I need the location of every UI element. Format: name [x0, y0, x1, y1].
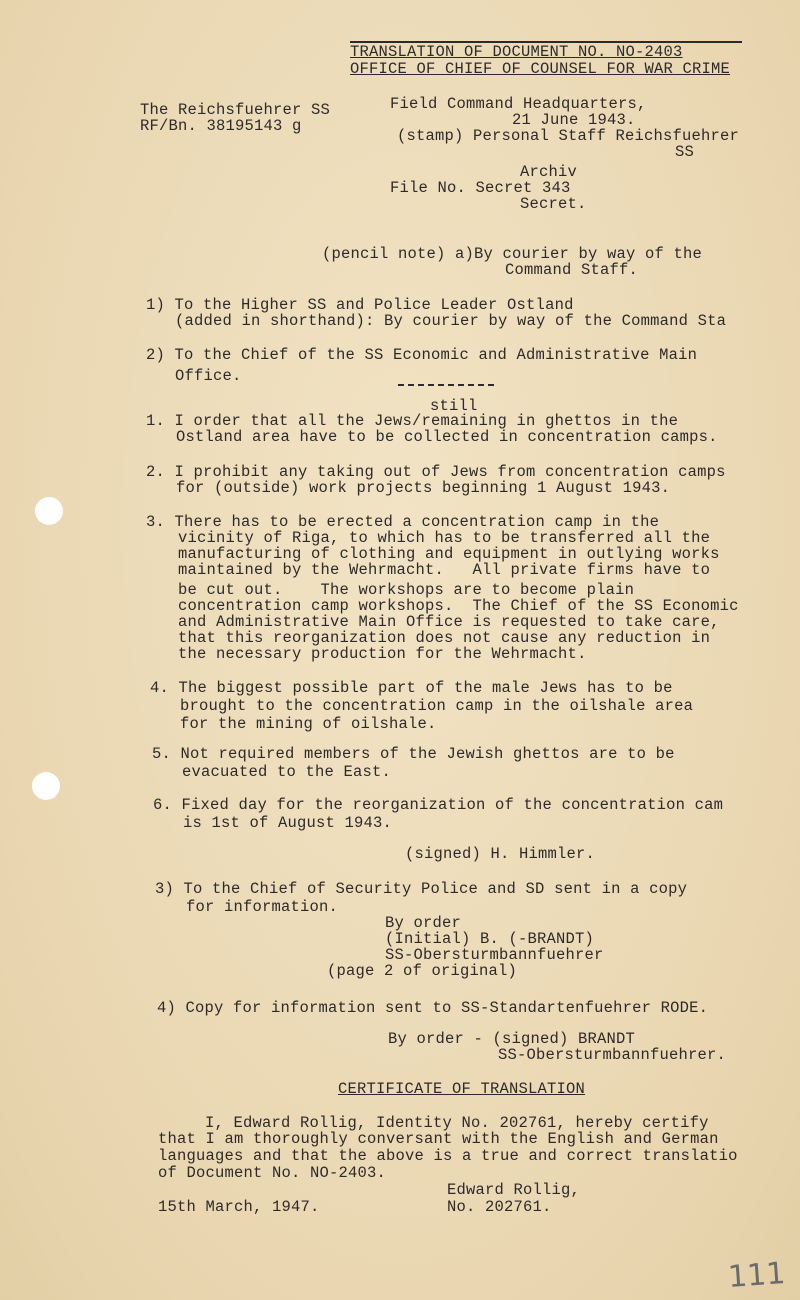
stamp-line: (stamp) Personal Staff Reichsfuehrer: [397, 127, 740, 145]
addressee-2-line-2: Office.: [175, 367, 242, 385]
pencil-note-line-1: (pencil note) a)By courier by way of the: [322, 245, 703, 263]
order-3-line-2: vicinity of Riga, to which has to be transferred all the: [178, 529, 711, 547]
still-insert: still: [430, 397, 478, 415]
addressee-4-line: 4) Copy for information sent to SS-Standartenfuehrer RODE.: [157, 999, 709, 1017]
place-line: Field Command Headquarters,: [390, 95, 647, 113]
pencil-note-line-2: Command Staff.: [505, 261, 639, 279]
order-6-line-1: 6. Fixed day for the reorganization of the concentration cam: [153, 797, 724, 814]
separator-dashes: [398, 384, 494, 388]
order-1-line-1: 1. I order that all the Jews/remaining in ghettos in the: [146, 412, 679, 430]
himmler-signature: (signed) H. Himmler.: [405, 845, 596, 863]
closing-by-order: By order - (signed) BRANDT: [388, 1030, 636, 1048]
page-note-line: (page 2 of original): [327, 962, 518, 980]
sender-reference: RF/Bn. 38195143 g: [140, 117, 302, 135]
certificate-heading: CERTIFICATE OF TRANSLATION: [338, 1080, 586, 1098]
certificate-line-2: that I am thoroughly conversant with the English and German: [158, 1130, 719, 1148]
by-order-line: By order: [385, 914, 462, 932]
order-3-line-1: 3. There has to be erected a concentration camp in the: [146, 513, 660, 531]
order-4-line-3: for the mining of oilshale.: [180, 715, 437, 733]
addressee-1-line-1: 1) To the Higher SS and Police Leader Ostland: [146, 296, 574, 314]
order-4-line-2: brought to the concentration camp in the oilshale area: [180, 697, 694, 715]
order-3-line-7: and Administrative Main Office is requested to take care,: [178, 613, 720, 631]
addressee-1-line-2: (added in shorthand): By courier by way of the Command Sta: [175, 313, 727, 330]
punch-hole-top: [35, 497, 63, 525]
addressee-3-line-2: for information.: [186, 898, 339, 916]
order-4-line-1: 4. The biggest possible part of the male Jews has to be: [150, 679, 673, 697]
file-no-line: File No. Secret 343: [390, 179, 571, 197]
certificate-line-3: languages and that the above is a true and correct translatio: [158, 1148, 738, 1165]
order-6-line-2: is 1st of August 1943.: [183, 814, 393, 832]
certificate-line-4: of Document No. NO-2403.: [158, 1164, 387, 1182]
order-3-line-8: that this reorganization does not cause any reduction in: [178, 629, 711, 647]
addressee-3-line-1: 3) To the Chief of Security Police and SD sent in a copy: [155, 880, 688, 898]
rank-line: SS-Obersturmbannfuehrer: [385, 946, 604, 964]
header-line-1: TRANSLATION OF DOCUMENT NO. NO-2403: [350, 43, 683, 61]
initial-line: (Initial) B. (-BRANDT): [385, 930, 595, 948]
order-5-line-2: evacuated to the East.: [182, 763, 392, 781]
order-3-line-9: the necessary production for the Wehrmacht.: [178, 645, 587, 663]
translator-name: Edward Rollig,: [447, 1181, 581, 1199]
order-3-line-4: maintained by the Wehrmacht. All private firms have to: [178, 561, 711, 579]
date-line: 21 June 1943.: [512, 111, 636, 129]
translator-id: No. 202761.: [447, 1198, 552, 1216]
stamp-ss: SS: [675, 143, 695, 161]
archiv-line: Archiv: [520, 163, 578, 181]
order-2-line-2: for (outside) work projects beginning 1 August 1943.: [176, 479, 671, 497]
order-3-line-5: be cut out. The workshops are to become plain: [178, 581, 635, 599]
closing-rank: SS-Obersturmbannfuehrer.: [498, 1046, 727, 1064]
order-2-line-1: 2. I prohibit any taking out of Jews from concentration camps: [146, 464, 726, 481]
punch-hole-bottom: [32, 772, 60, 800]
order-3-line-6: concentration camp workshops. The Chief of the SS Economic: [178, 598, 739, 615]
addressee-2-line-1: 2) To the Chief of the SS Economic and Administrative Main: [146, 346, 698, 364]
order-1-line-2: Ostland area have to be collected in concentration camps.: [176, 428, 718, 446]
sender-line-1: The Reichsfuehrer SS: [140, 101, 331, 119]
certificate-line-1: I, Edward Rollig, Identity No. 202761, hereby certify: [205, 1114, 709, 1132]
pencil-page-number: 111: [726, 1256, 787, 1295]
certificate-date: 15th March, 1947.: [158, 1198, 320, 1216]
order-5-line-1: 5. Not required members of the Jewish ghettos are to be: [152, 745, 675, 763]
header-line-2: OFFICE OF CHIEF OF COUNSEL FOR WAR CRIME: [350, 60, 731, 78]
order-3-line-3: manufacturing of clothing and equipment in outlying works: [178, 545, 720, 563]
secret-line: Secret.: [520, 195, 587, 213]
